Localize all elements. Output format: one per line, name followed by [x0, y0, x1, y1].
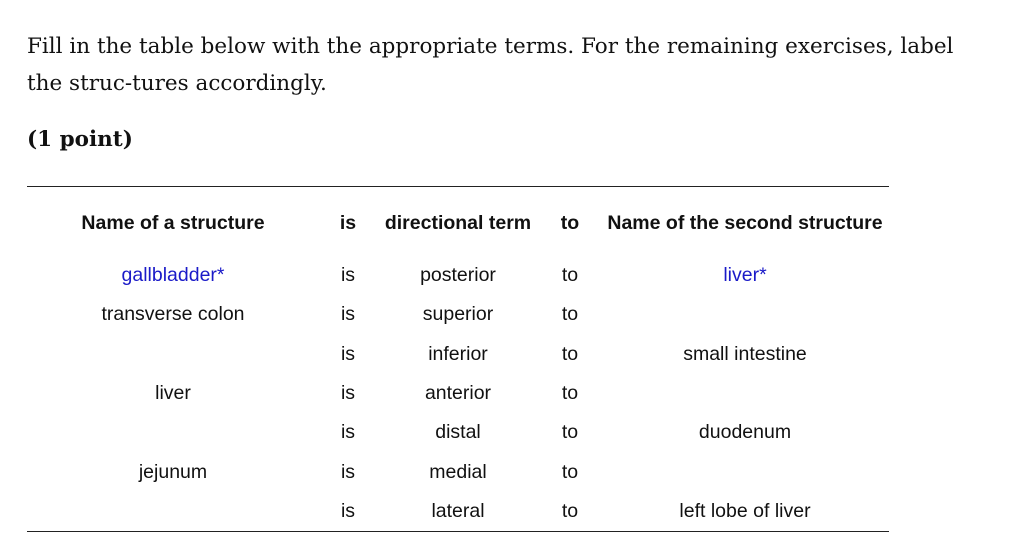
table-row	[27, 492, 889, 531]
cell-direction: inferior	[428, 342, 488, 365]
header-is: is	[339, 212, 357, 234]
table-header-row	[27, 187, 889, 256]
cell-is: is	[340, 264, 356, 287]
cell-direction: posterior	[420, 264, 496, 287]
cell-direction: distal	[435, 421, 481, 444]
terms-table-container	[27, 186, 889, 532]
table-row	[27, 256, 889, 295]
table-row	[27, 452, 889, 491]
cell-to: to	[561, 421, 579, 444]
directional-terms-table	[27, 187, 889, 531]
cell-to: to	[561, 460, 579, 483]
cell-second-structure: duodenum	[698, 421, 792, 444]
cell-direction: lateral	[431, 499, 485, 522]
cell-to: to	[561, 342, 579, 365]
table-row	[27, 295, 889, 334]
cell-second-structure-blank	[601, 374, 889, 413]
cell-to: to	[561, 264, 579, 287]
cell-second-structure: liver*	[723, 264, 767, 287]
cell-direction: superior	[422, 303, 494, 326]
cell-to: to	[561, 303, 579, 326]
cell-structure: liver	[155, 382, 191, 405]
cell-is: is	[340, 421, 356, 444]
cell-structure-blank	[27, 413, 319, 452]
header-to: to	[560, 212, 580, 234]
table-row	[27, 413, 889, 452]
cell-direction: medial	[429, 460, 487, 483]
cell-second-structure: small intestine	[683, 342, 807, 365]
cell-second-structure-blank	[601, 452, 889, 491]
cell-structure-blank	[27, 335, 319, 374]
cell-second-structure-blank	[601, 295, 889, 334]
cell-structure: jejunum	[138, 460, 208, 483]
header-structure: Name of a structure	[81, 212, 265, 234]
cell-direction: anterior	[424, 382, 492, 405]
cell-is: is	[340, 382, 356, 405]
cell-to: to	[561, 499, 579, 522]
header-second-structure: Name of the second structure	[607, 212, 883, 234]
cell-is: is	[340, 460, 356, 483]
cell-structure: gallbladder*	[121, 264, 225, 287]
cell-is: is	[340, 303, 356, 326]
cell-to: to	[561, 382, 579, 405]
cell-second-structure: left lobe of liver	[679, 499, 811, 522]
cell-structure-blank	[27, 492, 319, 531]
table-row	[27, 335, 889, 374]
cell-is: is	[340, 342, 356, 365]
cell-structure: transverse colon	[101, 303, 245, 326]
points-label: (1 point)	[27, 127, 133, 152]
table-row	[27, 374, 889, 413]
header-directional-term: directional term	[384, 212, 532, 234]
instructions-text: Fill in the table below with the appropriate terms. For the remaining exercises, label the struc-tures accordingly.	[27, 34, 954, 96]
cell-is: is	[340, 499, 356, 522]
